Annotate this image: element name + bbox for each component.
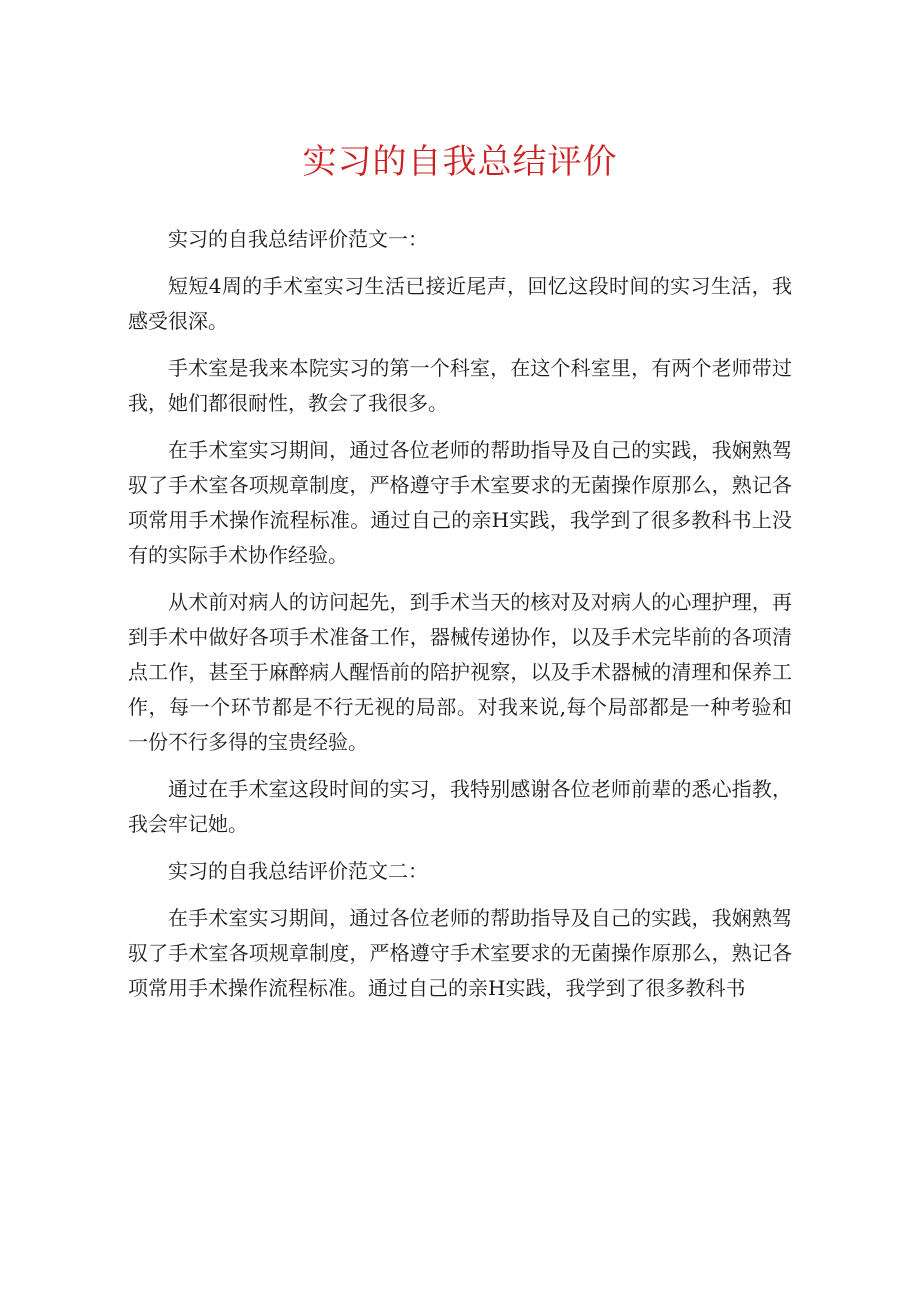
document-title: 实习的自我总结评价 xyxy=(302,142,618,182)
paragraph-heading-one: 实习的自我总结评价范文一： xyxy=(168,227,428,251)
paragraph: 在手术室实习期间，通过各位老师的帮助指导及自己的实践，我娴熟驾驭了手术室各项规章制度，严格遵守手术室要求的无菌操作原那么，熟记各项常用手术操作流程标准。通过自己的亲H实践，我学到了很多教科书上没有的实际手术协作经验。 xyxy=(128,438,792,567)
paragraph: 通过在手术室这段时间的实习，我特别感谢各位老师前辈的悉心指教，我会牢记她。 xyxy=(128,777,792,836)
paragraph: 手术室是我来本院实习的第一个科室，在这个科室里，有两个老师带过我，她们都很耐性，教会了我很多。 xyxy=(128,356,792,415)
paragraph: 短短4周的手术室实习生活已接近尾声，回忆这段时间的实习生活，我感受很深。 xyxy=(128,274,792,333)
document-body xyxy=(128,222,792,1006)
paragraph: 从术前对病人的访问起先，到手术当天的核对及对病人的心理护理，再到手术中做好各项手术准备工作，器械传递协作，以及手术完毕前的各项清点工作，甚至于麻醉病人醒悟前的陪护视察，以及手术器械的清理和保养工作，每一个环节都是不行无视的局部。对我来说,每个局部都是一种考验和一份不行多得的宝贵经验。 xyxy=(128,590,792,754)
paragraph: 在手术室实习期间，通过各位老师的帮助指导及自己的实践，我娴熟驾驭了手术室各项规章制度，严格遵守手术室要求的无菌操作原那么，熟记各项常用手术操作流程标准。通过自己的亲H实践，我学到了很多教科书 xyxy=(128,906,792,1000)
paragraph-heading-two: 实习的自我总结评价范文二： xyxy=(168,859,428,883)
